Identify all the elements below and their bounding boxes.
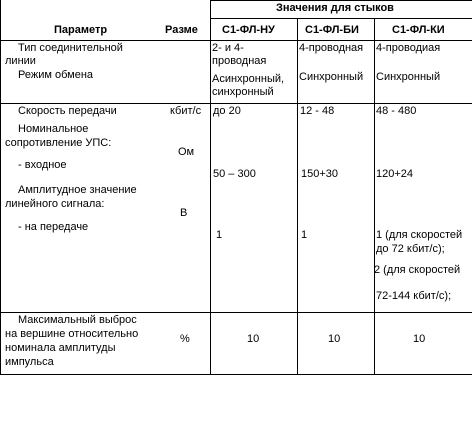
row1-c1-line4: синхронный bbox=[212, 86, 274, 98]
overshoot-c1: 10 bbox=[247, 333, 260, 345]
tx-c3-line2: до 72 кбит/с); bbox=[376, 243, 445, 255]
rule-col-values bbox=[210, 0, 211, 374]
rule-row2-bottom bbox=[0, 312, 472, 313]
overshoot-label-line3: номинала амплитуды bbox=[5, 342, 116, 354]
rule-col-c2 bbox=[297, 18, 298, 374]
overshoot-c3: 10 bbox=[413, 333, 426, 345]
rule-row1-bottom bbox=[0, 103, 472, 104]
speed-c2: 12 - 48 bbox=[300, 105, 335, 117]
resistance-label-line1: Номинальное bbox=[18, 123, 89, 135]
input-c3: 120+24 bbox=[376, 168, 414, 180]
rule-subheader bbox=[210, 18, 472, 19]
header-c1: С1-ФЛ-НУ bbox=[222, 24, 275, 36]
overshoot-label-line2: на вершине относительно bbox=[5, 328, 139, 340]
amplitude-unit: В bbox=[180, 207, 188, 219]
row1-c3-line1: 4-проводиая bbox=[376, 42, 441, 54]
header-c2: С1-ФЛ-БИ bbox=[305, 24, 359, 36]
row1-param-line2: линии bbox=[5, 55, 36, 67]
row1-param-line3: Режим обмена bbox=[18, 69, 94, 81]
amplitude-label-line2: линейного сигнала: bbox=[5, 198, 105, 210]
speed-c3: 48 - 480 bbox=[376, 105, 417, 117]
tx-c3-line4: 72-144 кбит/с); bbox=[376, 290, 452, 302]
row1-c1-line2: проводная bbox=[212, 55, 267, 67]
input-c1: 50 – 300 bbox=[213, 168, 256, 180]
tx-c3-line3: 2 (для скоростей bbox=[374, 264, 461, 276]
rule-top-group bbox=[210, 0, 472, 1]
tx-c3-line1: 1 (для скоростей bbox=[376, 229, 463, 241]
tx-label: - на передаче bbox=[18, 221, 89, 233]
header-c3: С1-ФЛ-КИ bbox=[392, 24, 445, 36]
speed-c1: до 20 bbox=[213, 105, 241, 117]
row1-c2-line1: 4-проводная bbox=[299, 42, 364, 54]
overshoot-label-line4: импульса bbox=[5, 356, 54, 368]
header-unit: Разме bbox=[165, 24, 198, 36]
rule-col-c3 bbox=[374, 18, 375, 374]
header-param: Параметр bbox=[54, 24, 108, 36]
tx-c2: 1 bbox=[301, 229, 308, 241]
amplitude-label-line1: Амплитудное значение bbox=[18, 184, 137, 196]
rule-col-unit bbox=[0, 0, 1, 374]
row1-c3-line2: Синхронный bbox=[376, 71, 441, 83]
row1-c1-line3: Асинхронный, bbox=[212, 73, 285, 85]
overshoot-unit: % bbox=[180, 333, 190, 345]
overshoot-c2: 10 bbox=[328, 333, 341, 345]
input-c2: 150+30 bbox=[301, 168, 339, 180]
overshoot-label-line1: Максимальный выброс bbox=[18, 314, 137, 326]
resistance-unit: Ом bbox=[178, 146, 195, 158]
resistance-label-line2: сопротивление УПС: bbox=[5, 137, 112, 149]
row1-c1-line1: 2- и 4- bbox=[212, 42, 244, 54]
speed-unit: кбит/с bbox=[170, 105, 202, 117]
header-group: Значения для стыков bbox=[276, 2, 394, 14]
row1-param-line1: Тип соединительной bbox=[18, 42, 123, 54]
row1-c2-line2: Синхронный bbox=[299, 71, 364, 83]
rule-table-bottom bbox=[0, 374, 472, 375]
input-label: - входное bbox=[18, 159, 67, 171]
rule-header-bottom bbox=[0, 40, 472, 41]
speed-label: Скорость передачи bbox=[18, 105, 117, 117]
tx-c1: 1 bbox=[216, 229, 223, 241]
